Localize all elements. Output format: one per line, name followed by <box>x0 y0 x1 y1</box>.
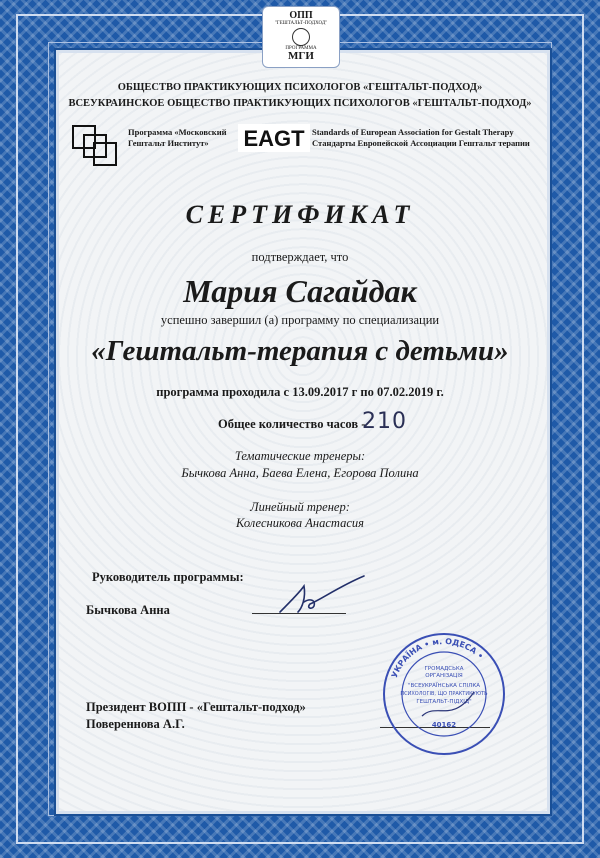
head-signature-icon <box>260 572 370 616</box>
official-stamp-icon <box>382 632 506 756</box>
top-seal <box>262 6 340 68</box>
svg-text:EAGT: EAGT <box>243 126 305 151</box>
top-seal-gestalt: "ГЕШТАЛЬТ-ПОДХОД" <box>274 21 328 26</box>
program-dates: программа проходила с 13.09.2017 г по 07.02.2019 г. <box>156 385 444 399</box>
thematic-trainers-names: Бычкова Анна, Баева Елена, Егорова Полина <box>181 466 419 480</box>
top-seal-program: ПРОГРАММА <box>285 46 317 51</box>
president-label: Президент ВОПП - «Гештальт-подход» <box>86 700 306 714</box>
svg-text:ПСИХОЛОГІВ, ЩО ПРАКТИКУЮТЬ: ПСИХОЛОГІВ, ЩО ПРАКТИКУЮТЬ <box>400 691 488 697</box>
program-head-label: Руководитель программы: <box>92 570 244 584</box>
program-msk-label: Программа «Московский Гештальт Институт» <box>128 127 227 148</box>
eagt-standards <box>312 127 552 149</box>
hours-value: 210 <box>362 409 407 434</box>
program-name: «Гештальт-терапия с детьми» <box>91 335 509 367</box>
program-head-name: Бычкова Анна <box>86 603 170 617</box>
linear-trainer-label: Линейный тренер: <box>250 500 350 514</box>
thematic-trainers-label: Тематические тренеры: <box>234 449 366 463</box>
certificate-title: СЕРТИФИКАТ <box>185 200 415 229</box>
recipient-name: Мария Сагайдак <box>183 273 417 309</box>
mgi-squares-logo-icon <box>72 125 118 167</box>
svg-text:ГРОМАДСЬКА: ГРОМАДСЬКА <box>424 666 464 672</box>
eagt-logo <box>238 124 310 152</box>
svg-text:ОРГАНІЗАЦІЯ: ОРГАНІЗАЦІЯ <box>425 673 463 679</box>
hours-label: Общее количество часов - <box>218 417 366 431</box>
completed-text: успешно завершил (а) программу по специализации <box>160 313 440 327</box>
eagt-standards-en: Standards of European Association for Gestalt Therapy <box>312 127 514 137</box>
top-seal-opp: ОПП <box>289 10 313 21</box>
organization-name-1: ОБЩЕСТВО ПРАКТИКУЮЩИХ ПСИХОЛОГОВ «ГЕШТАЛЬТ-ПОДХОД» <box>117 82 483 93</box>
organization-name-2: ВСЕУКРАИНСКОЕ ОБЩЕСТВО ПРАКТИКУЮЩИХ ПСИХОЛОГОВ «ГЕШТАЛЬТ-ПОДХОД» <box>68 98 532 109</box>
svg-text:ГЕШТАЛЬТ-ПІДХІД": ГЕШТАЛЬТ-ПІДХІД" <box>416 699 472 705</box>
top-seal-mgi: МГИ <box>288 50 314 62</box>
svg-text:40162: 40162 <box>431 721 457 729</box>
svg-text:"ВСЕУКРАЇНСЬКА СПІЛКА: "ВСЕУКРАЇНСЬКА СПІЛКА <box>407 683 481 689</box>
top-seal-emblem-icon <box>292 28 310 46</box>
eagt-standards-ru: Стандарты Европейской Ассоциации Гештальт терапии <box>312 138 530 148</box>
confirms-text: подтверждает, что <box>251 250 349 264</box>
president-name: Повереннова А.Г. <box>86 717 185 731</box>
linear-trainer-name: Колесникова Анастасия <box>236 516 364 530</box>
svg-text:УКРАЇНА • м. ОДЕСА •: УКРАЇНА • м. ОДЕСА • <box>389 636 486 680</box>
